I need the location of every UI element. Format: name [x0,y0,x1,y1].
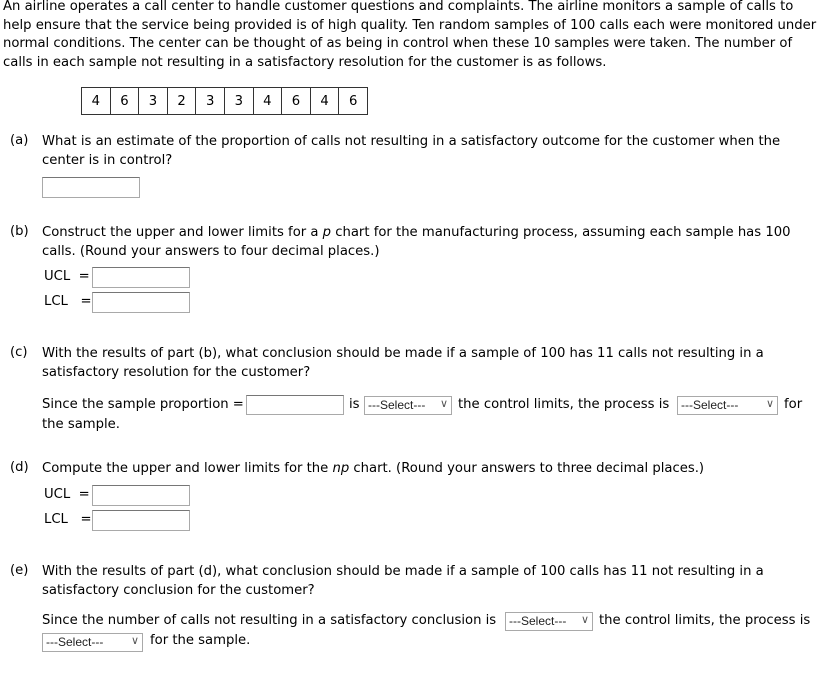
part-e-mid-text: the control limits, the process is [599,613,811,628]
part-c-end-text: the sample. [42,417,120,432]
part-e-compare-select[interactable]: ---Select--- ∨ [505,612,593,631]
samples-table [81,87,368,115]
sample-cell: 6 [339,88,368,115]
part-b-text-before: Construct the upper and lower limits for a [42,225,323,240]
sample-cell: 3 [196,88,225,115]
part-a-question: What is an estimate of the proportion of calls not resulting in a satisfactory outcome for the customer when the center is in control? [42,134,781,168]
part-b-lcl-label: LCL = [44,294,92,309]
part-c-mid-text: the control limits, the process is [458,397,670,412]
part-d-var: np [332,461,350,476]
part-d-ucl-label: UCL = [44,487,90,502]
part-d-ucl-input[interactable] [92,485,190,506]
sample-cell: 4 [310,88,339,115]
part-e-label: (e) [10,563,29,578]
sample-cell: 2 [167,88,196,115]
part-a-answer-input[interactable] [42,177,140,198]
part-e-end-text: for the sample. [150,633,251,648]
part-d-text-before: Compute the upper and lower limits for the [42,461,333,476]
sample-cell: 6 [110,88,139,115]
part-b-lcl-input[interactable] [92,292,190,313]
part-c-question: With the results of part (b), what conclusion should be made if a sample of 100 has 11 calls not resulting in a satisfactory resolution for the customer? [42,346,764,380]
sample-cell: 4 [82,88,111,115]
part-e-question: With the results of part (d), what conclusion should be made if a sample of 100 calls has 11 not resulting in a satisfactory conclusion for the customer? [42,564,764,598]
part-c-process-select[interactable]: ---Select--- ∨ [677,396,778,415]
sample-cell: 4 [253,88,282,115]
part-c-compare-select[interactable]: ---Select--- ∨ [364,396,452,415]
part-b-ucl-input[interactable] [92,267,190,288]
part-d-lcl-input[interactable] [92,510,190,531]
chevron-down-icon: ∨ [130,635,139,647]
part-c-label: (c) [10,345,28,360]
part-c-for-label: for [784,397,803,412]
sample-cell: 3 [139,88,168,115]
part-d-text-after: chart. (Round your answers to three decimal places.) [349,461,705,476]
chevron-down-icon: ∨ [765,398,774,410]
part-b-ucl-label: UCL = [44,269,90,284]
sample-cell: 3 [224,88,253,115]
part-b-question [42,224,812,261]
part-c-proportion-input[interactable] [246,395,344,415]
part-e-process-select[interactable]: ---Select--- ∨ [42,633,143,652]
part-b-text-after: chart for the manufacturing process, assuming each sample has 100 calls. (Round your answers to four decimal places.) [42,225,791,259]
problem-intro: An airline operates a call center to handle customer questions and complaints. The airline monitors a sample of calls to help ensure that the service being provided is of high quality. Ten random samples of 100 calls each were monitored under normal conditions. The center can be thought of as being in control when these 10 samples were taken. The number of calls in each sample not resulting in a satisfactory resolution for the customer is as follows. [3,0,817,70]
sample-cell: 6 [282,88,311,115]
part-d-question [42,460,812,479]
part-e-since-label: Since the number of calls not resulting in a satisfactory conclusion is [42,613,497,628]
chevron-down-icon: ∨ [439,398,448,410]
chevron-down-icon: ∨ [580,614,589,626]
part-c-is-label: is [349,397,360,412]
part-d-lcl-label: LCL = [44,512,92,527]
part-c-since-label: Since the sample proportion = [42,397,244,412]
samples-row [82,88,368,115]
part-a-label: (a) [10,133,29,148]
part-b-label: (b) [10,224,29,239]
part-d-label: (d) [10,460,29,475]
part-b-var: p [322,225,332,240]
